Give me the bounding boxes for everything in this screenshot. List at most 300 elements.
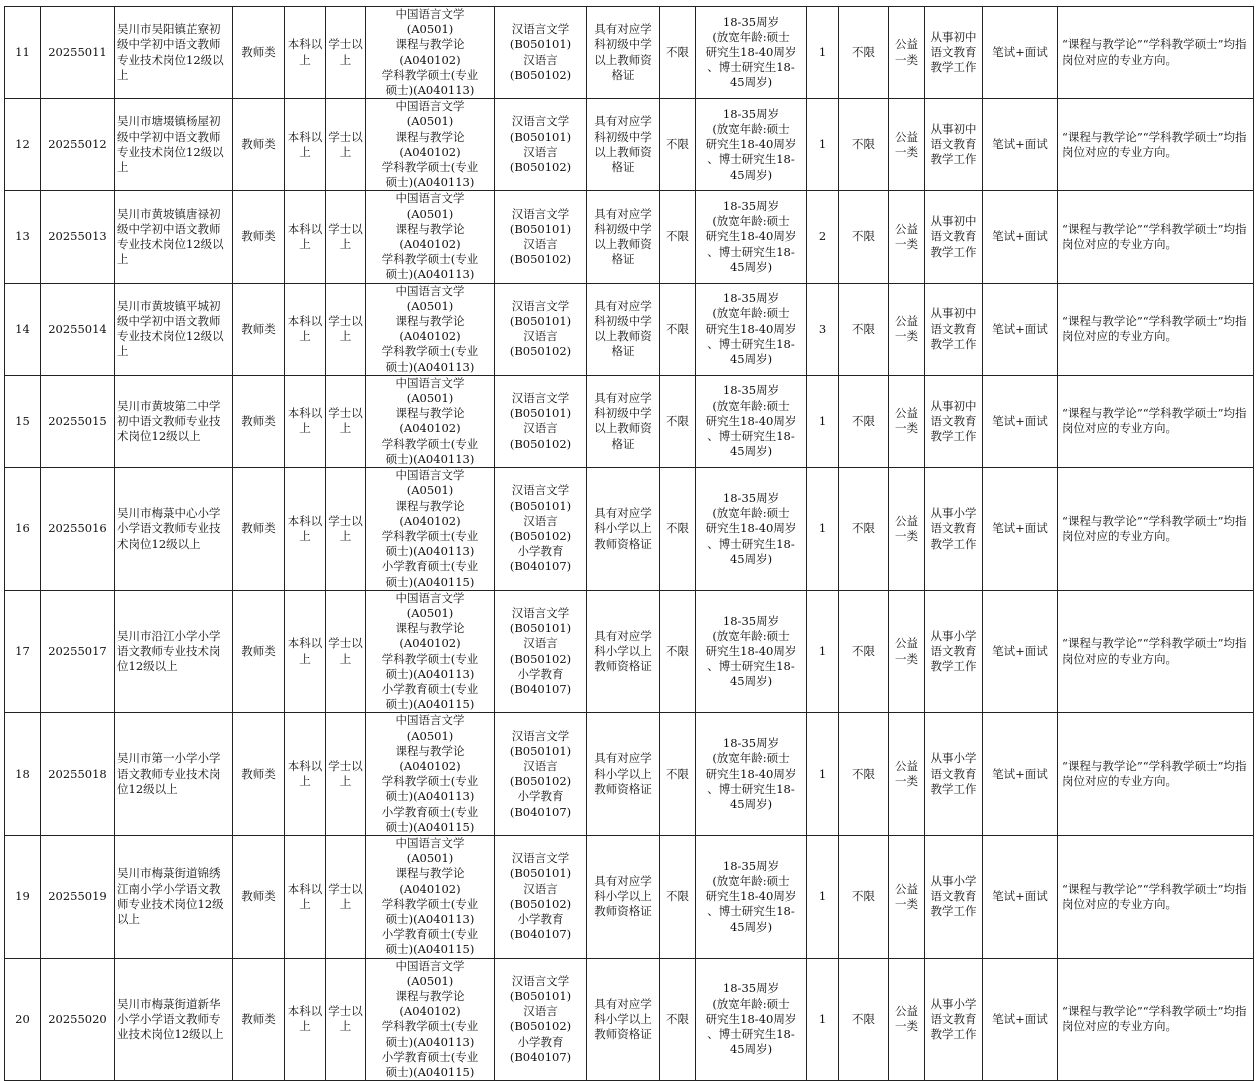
post-category: 教师类	[233, 713, 285, 836]
age-requirement-line: 18-35周岁	[722, 613, 780, 628]
row-number: 12	[5, 99, 41, 191]
graduate-majors-line: 中国语言文学	[395, 835, 465, 850]
age-requirement-line: 、博士研究生18-	[707, 60, 795, 75]
undergraduate-majors	[495, 7, 587, 99]
hiring-count: 1	[807, 7, 839, 99]
age-requirement	[696, 191, 807, 283]
undergraduate-majors-line: 汉语言	[523, 237, 558, 252]
education-requirement: 本科以上	[285, 99, 326, 191]
post-category: 教师类	[233, 835, 285, 958]
undergraduate-majors-line: 汉语言	[523, 144, 558, 159]
post-code: 20255016	[41, 468, 115, 591]
unit-type: 公益一类	[889, 99, 925, 191]
graduate-majors-line: 学科教学硕士(专业	[381, 896, 479, 911]
table-row	[5, 375, 1254, 467]
row-number: 20	[5, 958, 41, 1081]
graduate-majors-line: 硕士)(A040113)	[385, 83, 475, 98]
age-requirement-line: 、博士研究生18-	[707, 429, 795, 444]
graduate-majors-line: 硕士)(A040113)	[385, 789, 475, 804]
age-requirement-line: 研究生18-40周岁	[705, 137, 797, 152]
undergraduate-majors-line: 汉语言文学	[511, 206, 570, 221]
degree-requirement: 学士以上	[326, 468, 366, 591]
age-requirement-line: 45周岁)	[729, 167, 773, 182]
age-requirement-line: 18-35周岁	[722, 106, 780, 121]
age-requirement-line: 45周岁)	[729, 444, 773, 459]
certificate-requirement: 具有对应学科小学以上教师资格证	[587, 713, 660, 836]
age-requirement-line: 研究生18-40周岁	[705, 766, 797, 781]
unit-type: 公益一类	[889, 835, 925, 958]
graduate-majors-line: 中国语言文学	[395, 713, 465, 728]
age-requirement-line: 、博士研究生18-	[707, 336, 795, 351]
age-requirement-line: 、博士研究生18-	[707, 1027, 795, 1041]
undergraduate-majors	[495, 835, 587, 958]
graduate-majors-line: 课程与教学论	[395, 129, 465, 144]
age-requirement-line: 18-35周岁	[722, 981, 780, 996]
graduate-majors-line: 学科教学硕士(专业	[381, 1019, 479, 1034]
graduate-majors-line: 硕士)(A040115)	[385, 819, 475, 834]
age-requirement	[696, 958, 807, 1081]
age-requirement-line: 18-35周岁	[722, 490, 780, 505]
job-duty: 从事小学语文教育教学工作	[925, 468, 983, 591]
hiring-count: 3	[807, 283, 839, 375]
graduate-majors-line: (A040102)	[399, 1004, 461, 1019]
undergraduate-majors-line: (B040107)	[509, 559, 572, 574]
age-requirement-line: 45周岁)	[729, 1042, 773, 1057]
degree-requirement: 学士以上	[326, 713, 366, 836]
graduate-majors-line: (A040102)	[399, 52, 461, 67]
graduate-majors-line: 硕士)(A040113)	[385, 175, 475, 190]
age-requirement-line: 研究生18-40周岁	[705, 321, 797, 336]
undergraduate-majors-line: (B050101)	[509, 866, 572, 881]
certificate-requirement: 具有对应学科小学以上教师资格证	[587, 468, 660, 591]
age-requirement-line: (放宽年龄:硕士	[712, 29, 790, 44]
job-duty: 从事小学语文教育教学工作	[925, 590, 983, 713]
post-name: 吴川市沿江小学小学语文教师专业技术岗位12级以上	[115, 590, 233, 713]
remarks: “课程与教学论”“学科教学硕士”均指岗位对应的专业方向。	[1058, 958, 1254, 1081]
age-requirement-line: 、博士研究生18-	[707, 659, 795, 674]
graduate-majors-line: (A0501)	[406, 298, 454, 313]
hiring-count: 1	[807, 99, 839, 191]
remarks: “课程与教学论”“学科教学硕士”均指岗位对应的专业方向。	[1058, 375, 1254, 467]
exam-method: 笔试+面试	[983, 958, 1058, 1081]
graduate-majors-line: 硕士)(A040115)	[385, 697, 475, 712]
graduate-majors	[366, 375, 495, 467]
age-requirement-line: 45周岁)	[729, 352, 773, 367]
undergraduate-majors-line: 汉语言文学	[511, 605, 570, 620]
post-name: 吴川市梅菉街道新华小学小学语文教师专业技术岗位12级以上	[115, 958, 233, 1081]
post-name: 吴川市第一小学小学语文教师专业技术岗位12级以上	[115, 713, 233, 836]
graduate-majors	[366, 99, 495, 191]
graduate-majors	[366, 958, 495, 1081]
exam-method: 笔试+面试	[983, 191, 1058, 283]
post-name: 吴川市黄坡镇平城初级中学初中语文教师专业技术岗位12级以上	[115, 283, 233, 375]
undergraduate-majors-line: 汉语言	[523, 1004, 558, 1019]
row-number: 19	[5, 835, 41, 958]
graduate-majors-line: (A040102)	[399, 758, 461, 773]
unit-type: 公益一类	[889, 590, 925, 713]
age-requirement-line: 45周岁)	[729, 919, 773, 934]
political-requirement: 不限	[660, 468, 696, 591]
graduate-majors-line: 学科教学硕士(专业	[381, 160, 479, 175]
other-requirement: 不限	[839, 375, 889, 467]
row-number: 15	[5, 375, 41, 467]
row-number: 13	[5, 191, 41, 283]
graduate-majors-line: 小学教育硕士(专业	[381, 927, 479, 942]
undergraduate-majors-line: (B050102)	[509, 67, 572, 82]
post-code: 20255011	[41, 7, 115, 99]
political-requirement: 不限	[660, 283, 696, 375]
age-requirement-line: 、博士研究生18-	[707, 244, 795, 259]
post-code: 20255015	[41, 375, 115, 467]
undergraduate-majors-line: (B040107)	[509, 927, 572, 942]
age-requirement-line: 45周岁)	[729, 796, 773, 811]
post-category: 教师类	[233, 283, 285, 375]
graduate-majors-line: 硕士)(A040113)	[385, 267, 475, 282]
post-category: 教师类	[233, 958, 285, 1081]
graduate-majors-line: 中国语言文学	[395, 958, 465, 973]
other-requirement: 不限	[839, 590, 889, 713]
unit-type: 公益一类	[889, 713, 925, 836]
graduate-majors-line: (A0501)	[406, 851, 454, 866]
education-requirement: 本科以上	[285, 7, 326, 99]
table-row	[5, 191, 1254, 283]
graduate-majors	[366, 191, 495, 283]
graduate-majors-line: 课程与教学论	[395, 37, 465, 52]
graduate-majors	[366, 468, 495, 591]
post-name: 吴川市吴阳镇芷寮初级中学初中语文教师专业技术岗位12级以上	[115, 7, 233, 99]
graduate-majors-line: (A040102)	[399, 237, 461, 252]
post-category: 教师类	[233, 375, 285, 467]
recruitment-table	[4, 6, 1254, 1081]
graduate-majors-line: 硕士)(A040115)	[385, 942, 475, 957]
hiring-count: 1	[807, 958, 839, 1081]
graduate-majors-line: 中国语言文学	[395, 283, 465, 298]
undergraduate-majors-line: (B050102)	[509, 344, 572, 359]
job-duty: 从事小学语文教育教学工作	[925, 958, 983, 1081]
row-number: 18	[5, 713, 41, 836]
undergraduate-majors-line: 小学教育	[517, 911, 564, 926]
post-name: 吴川市黄坡镇唐禄初级中学初中语文教师专业技术岗位12级以上	[115, 191, 233, 283]
exam-method: 笔试+面试	[983, 99, 1058, 191]
undergraduate-majors-line: (B050101)	[509, 621, 572, 636]
graduate-majors-line: 中国语言文学	[395, 590, 465, 605]
certificate-requirement: 具有对应学科初级中学以上教师资格证	[587, 283, 660, 375]
graduate-majors-line: (A0501)	[406, 973, 454, 988]
undergraduate-majors-line: (B050102)	[509, 528, 572, 543]
graduate-majors-line: 硕士)(A040115)	[385, 1065, 475, 1080]
graduate-majors-line: (A0501)	[406, 483, 454, 498]
age-requirement	[696, 713, 807, 836]
graduate-majors-line: (A0501)	[406, 391, 454, 406]
age-requirement-line: 研究生18-40周岁	[705, 889, 797, 904]
graduate-majors-line: (A0501)	[406, 206, 454, 221]
post-category: 教师类	[233, 7, 285, 99]
graduate-majors-line: 课程与教学论	[395, 221, 465, 236]
graduate-majors-line: (A0501)	[406, 728, 454, 743]
graduate-majors-line: 小学教育硕士(专业	[381, 1049, 479, 1064]
post-category: 教师类	[233, 590, 285, 713]
age-requirement	[696, 99, 807, 191]
education-requirement: 本科以上	[285, 191, 326, 283]
undergraduate-majors-line: 小学教育	[517, 789, 564, 804]
age-requirement-line: 研究生18-40周岁	[705, 1011, 797, 1026]
age-requirement-line: 18-35周岁	[722, 858, 780, 873]
political-requirement: 不限	[660, 835, 696, 958]
undergraduate-majors-line: (B050101)	[509, 221, 572, 236]
age-requirement-line: 18-35周岁	[722, 14, 780, 29]
degree-requirement: 学士以上	[326, 191, 366, 283]
certificate-requirement: 具有对应学科小学以上教师资格证	[587, 590, 660, 713]
graduate-majors-line: 课程与教学论	[395, 621, 465, 636]
unit-type: 公益一类	[889, 375, 925, 467]
graduate-majors-line: 硕士)(A040115)	[385, 574, 475, 589]
table-row	[5, 283, 1254, 375]
other-requirement: 不限	[839, 191, 889, 283]
table-row	[5, 99, 1254, 191]
age-requirement-line: 45周岁)	[729, 259, 773, 274]
age-requirement-line: (放宽年龄:硕士	[712, 214, 790, 229]
undergraduate-majors-line: 汉语言	[523, 421, 558, 436]
age-requirement-line: (放宽年龄:硕士	[712, 628, 790, 643]
graduate-majors-line: (A0501)	[406, 22, 454, 37]
age-requirement-line: 、博士研究生18-	[707, 781, 795, 796]
age-requirement-line: (放宽年龄:硕士	[712, 751, 790, 766]
undergraduate-majors-line: 小学教育	[517, 1034, 564, 1049]
graduate-majors-line: (A040102)	[399, 881, 461, 896]
exam-method: 笔试+面试	[983, 375, 1058, 467]
graduate-majors-line: 课程与教学论	[395, 743, 465, 758]
age-requirement-line: (放宽年龄:硕士	[712, 306, 790, 321]
graduate-majors-line: (A040102)	[399, 329, 461, 344]
table-row	[5, 468, 1254, 591]
graduate-majors-line: 小学教育硕士(专业	[381, 559, 479, 574]
undergraduate-majors-line: (B050102)	[509, 651, 572, 666]
remarks: “课程与教学论”“学科教学硕士”均指岗位对应的专业方向。	[1058, 590, 1254, 713]
table-row	[5, 590, 1254, 713]
age-requirement-line: 、博士研究生18-	[707, 152, 795, 167]
graduate-majors-line: 中国语言文学	[395, 191, 465, 206]
exam-method: 笔试+面试	[983, 590, 1058, 713]
age-requirement-line: 研究生18-40周岁	[705, 413, 797, 428]
undergraduate-majors	[495, 99, 587, 191]
table-row	[5, 835, 1254, 958]
graduate-majors-line: 硕士)(A040113)	[385, 544, 475, 559]
other-requirement: 不限	[839, 99, 889, 191]
undergraduate-majors	[495, 713, 587, 836]
political-requirement: 不限	[660, 191, 696, 283]
hiring-count: 1	[807, 835, 839, 958]
certificate-requirement: 具有对应学科小学以上教师资格证	[587, 958, 660, 1081]
undergraduate-majors-line: (B040107)	[509, 1049, 572, 1064]
degree-requirement: 学士以上	[326, 375, 366, 467]
row-number: 14	[5, 283, 41, 375]
graduate-majors-line: 课程与教学论	[395, 498, 465, 513]
undergraduate-majors	[495, 590, 587, 713]
graduate-majors-line: 学科教学硕士(专业	[381, 344, 479, 359]
hiring-count: 1	[807, 375, 839, 467]
undergraduate-majors	[495, 468, 587, 591]
unit-type: 公益一类	[889, 283, 925, 375]
political-requirement: 不限	[660, 590, 696, 713]
undergraduate-majors-line: 汉语言文学	[511, 851, 570, 866]
graduate-majors	[366, 835, 495, 958]
graduate-majors-line: 中国语言文学	[395, 7, 465, 21]
age-requirement	[696, 375, 807, 467]
age-requirement-line: (放宽年龄:硕士	[712, 996, 790, 1011]
degree-requirement: 学士以上	[326, 958, 366, 1081]
row-number: 11	[5, 7, 41, 99]
certificate-requirement: 具有对应学科初级中学以上教师资格证	[587, 375, 660, 467]
other-requirement: 不限	[839, 958, 889, 1081]
certificate-requirement: 具有对应学科初级中学以上教师资格证	[587, 7, 660, 99]
undergraduate-majors-line: 汉语言	[523, 881, 558, 896]
unit-type: 公益一类	[889, 191, 925, 283]
undergraduate-majors	[495, 191, 587, 283]
graduate-majors-line: 课程与教学论	[395, 989, 465, 1003]
post-code: 20255013	[41, 191, 115, 283]
undergraduate-majors	[495, 375, 587, 467]
hiring-count: 1	[807, 713, 839, 836]
graduate-majors	[366, 713, 495, 836]
undergraduate-majors-line: (B050101)	[509, 37, 572, 52]
education-requirement: 本科以上	[285, 283, 326, 375]
undergraduate-majors-line: (B040107)	[509, 804, 572, 819]
education-requirement: 本科以上	[285, 835, 326, 958]
undergraduate-majors-line: (B050101)	[509, 406, 572, 421]
age-requirement-line: 45周岁)	[729, 75, 773, 90]
exam-method: 笔试+面试	[983, 713, 1058, 836]
certificate-requirement: 具有对应学科初级中学以上教师资格证	[587, 191, 660, 283]
job-duty: 从事初中语文教育教学工作	[925, 7, 983, 99]
undergraduate-majors-line: (B050102)	[509, 436, 572, 451]
education-requirement: 本科以上	[285, 958, 326, 1081]
post-code: 20255014	[41, 283, 115, 375]
age-requirement-line: 研究生18-40周岁	[705, 229, 797, 244]
post-code: 20255019	[41, 835, 115, 958]
unit-type: 公益一类	[889, 468, 925, 591]
undergraduate-majors-line: 汉语言文学	[511, 973, 570, 988]
job-duty: 从事小学语文教育教学工作	[925, 713, 983, 836]
undergraduate-majors-line: 汉语言文学	[511, 391, 570, 406]
age-requirement-line: (放宽年龄:硕士	[712, 873, 790, 888]
graduate-majors-line: 中国语言文学	[395, 375, 465, 390]
graduate-majors-line: 学科教学硕士(专业	[381, 528, 479, 543]
graduate-majors-line: 硕士)(A040113)	[385, 359, 475, 374]
graduate-majors-line: 硕士)(A040113)	[385, 1034, 475, 1049]
certificate-requirement: 具有对应学科初级中学以上教师资格证	[587, 99, 660, 191]
degree-requirement: 学士以上	[326, 835, 366, 958]
graduate-majors-line: 中国语言文学	[395, 99, 465, 114]
undergraduate-majors-line: (B050102)	[509, 252, 572, 267]
political-requirement: 不限	[660, 375, 696, 467]
graduate-majors-line: 学科教学硕士(专业	[381, 774, 479, 789]
remarks: “课程与教学论”“学科教学硕士”均指岗位对应的专业方向。	[1058, 99, 1254, 191]
job-duty: 从事小学语文教育教学工作	[925, 835, 983, 958]
row-number: 16	[5, 468, 41, 591]
remarks: “课程与教学论”“学科教学硕士”均指岗位对应的专业方向。	[1058, 7, 1254, 99]
undergraduate-majors	[495, 283, 587, 375]
remarks: “课程与教学论”“学科教学硕士”均指岗位对应的专业方向。	[1058, 713, 1254, 836]
age-requirement-line: 45周岁)	[729, 674, 773, 689]
age-requirement-line: 18-35周岁	[722, 736, 780, 751]
undergraduate-majors-line: 小学教育	[517, 666, 564, 681]
job-duty: 从事初中语文教育教学工作	[925, 99, 983, 191]
age-requirement-line: 18-35周岁	[722, 199, 780, 214]
undergraduate-majors-line: (B050101)	[509, 989, 572, 1003]
unit-type: 公益一类	[889, 7, 925, 99]
age-requirement-line: 研究生18-40周岁	[705, 521, 797, 536]
graduate-majors-line: 学科教学硕士(专业	[381, 67, 479, 82]
post-name: 吴川市梅菉中心小学小学语文教师专业技术岗位12级以上	[115, 468, 233, 591]
other-requirement: 不限	[839, 283, 889, 375]
undergraduate-majors-line: (B050102)	[509, 774, 572, 789]
graduate-majors-line: (A040102)	[399, 144, 461, 159]
table-row	[5, 7, 1254, 99]
graduate-majors-line: (A040102)	[399, 421, 461, 436]
job-duty: 从事初中语文教育教学工作	[925, 283, 983, 375]
job-duty: 从事初中语文教育教学工作	[925, 191, 983, 283]
undergraduate-majors-line: 汉语言文学	[511, 22, 570, 37]
age-requirement	[696, 283, 807, 375]
undergraduate-majors-line: (B050102)	[509, 896, 572, 911]
graduate-majors-line: (A040102)	[399, 636, 461, 651]
table-row	[5, 713, 1254, 836]
graduate-majors-line: 课程与教学论	[395, 314, 465, 329]
graduate-majors-line: (A040102)	[399, 513, 461, 528]
political-requirement: 不限	[660, 7, 696, 99]
other-requirement: 不限	[839, 468, 889, 591]
age-requirement	[696, 468, 807, 591]
undergraduate-majors-line: (B040107)	[509, 681, 572, 696]
post-name: 吴川市黄坡第二中学初中语文教师专业技术岗位12级以上	[115, 375, 233, 467]
post-name: 吴川市梅菉街道锦绣江南小学小学语文教师专业技术岗位12级以上	[115, 835, 233, 958]
post-category: 教师类	[233, 191, 285, 283]
job-duty: 从事初中语文教育教学工作	[925, 375, 983, 467]
post-code: 20255017	[41, 590, 115, 713]
age-requirement-line: 45周岁)	[729, 551, 773, 566]
graduate-majors-line: 小学教育硕士(专业	[381, 804, 479, 819]
other-requirement: 不限	[839, 7, 889, 99]
undergraduate-majors-line: 汉语言文学	[511, 114, 570, 129]
graduate-majors	[366, 283, 495, 375]
undergraduate-majors	[495, 958, 587, 1081]
post-category: 教师类	[233, 99, 285, 191]
graduate-majors-line: 学科教学硕士(专业	[381, 651, 479, 666]
hiring-count: 1	[807, 468, 839, 591]
age-requirement-line: (放宽年龄:硕士	[712, 398, 790, 413]
hiring-count: 2	[807, 191, 839, 283]
age-requirement-line: (放宽年龄:硕士	[712, 122, 790, 137]
graduate-majors-line: 小学教育硕士(专业	[381, 681, 479, 696]
other-requirement: 不限	[839, 713, 889, 836]
graduate-majors-line: 课程与教学论	[395, 866, 465, 881]
education-requirement: 本科以上	[285, 590, 326, 713]
exam-method: 笔试+面试	[983, 283, 1058, 375]
age-requirement-line: 、博士研究生18-	[707, 904, 795, 919]
undergraduate-majors-line: (B050101)	[509, 743, 572, 758]
undergraduate-majors-line: (B050102)	[509, 1019, 572, 1034]
age-requirement-line: (放宽年龄:硕士	[712, 506, 790, 521]
undergraduate-majors-line: (B050101)	[509, 498, 572, 513]
degree-requirement: 学士以上	[326, 590, 366, 713]
age-requirement	[696, 835, 807, 958]
undergraduate-majors-line: (B050102)	[509, 160, 572, 175]
age-requirement-line: 、博士研究生18-	[707, 536, 795, 551]
undergraduate-majors-line: 汉语言	[523, 52, 558, 67]
undergraduate-majors-line: 汉语言文学	[511, 483, 570, 498]
graduate-majors-line: 课程与教学论	[395, 406, 465, 421]
political-requirement: 不限	[660, 99, 696, 191]
